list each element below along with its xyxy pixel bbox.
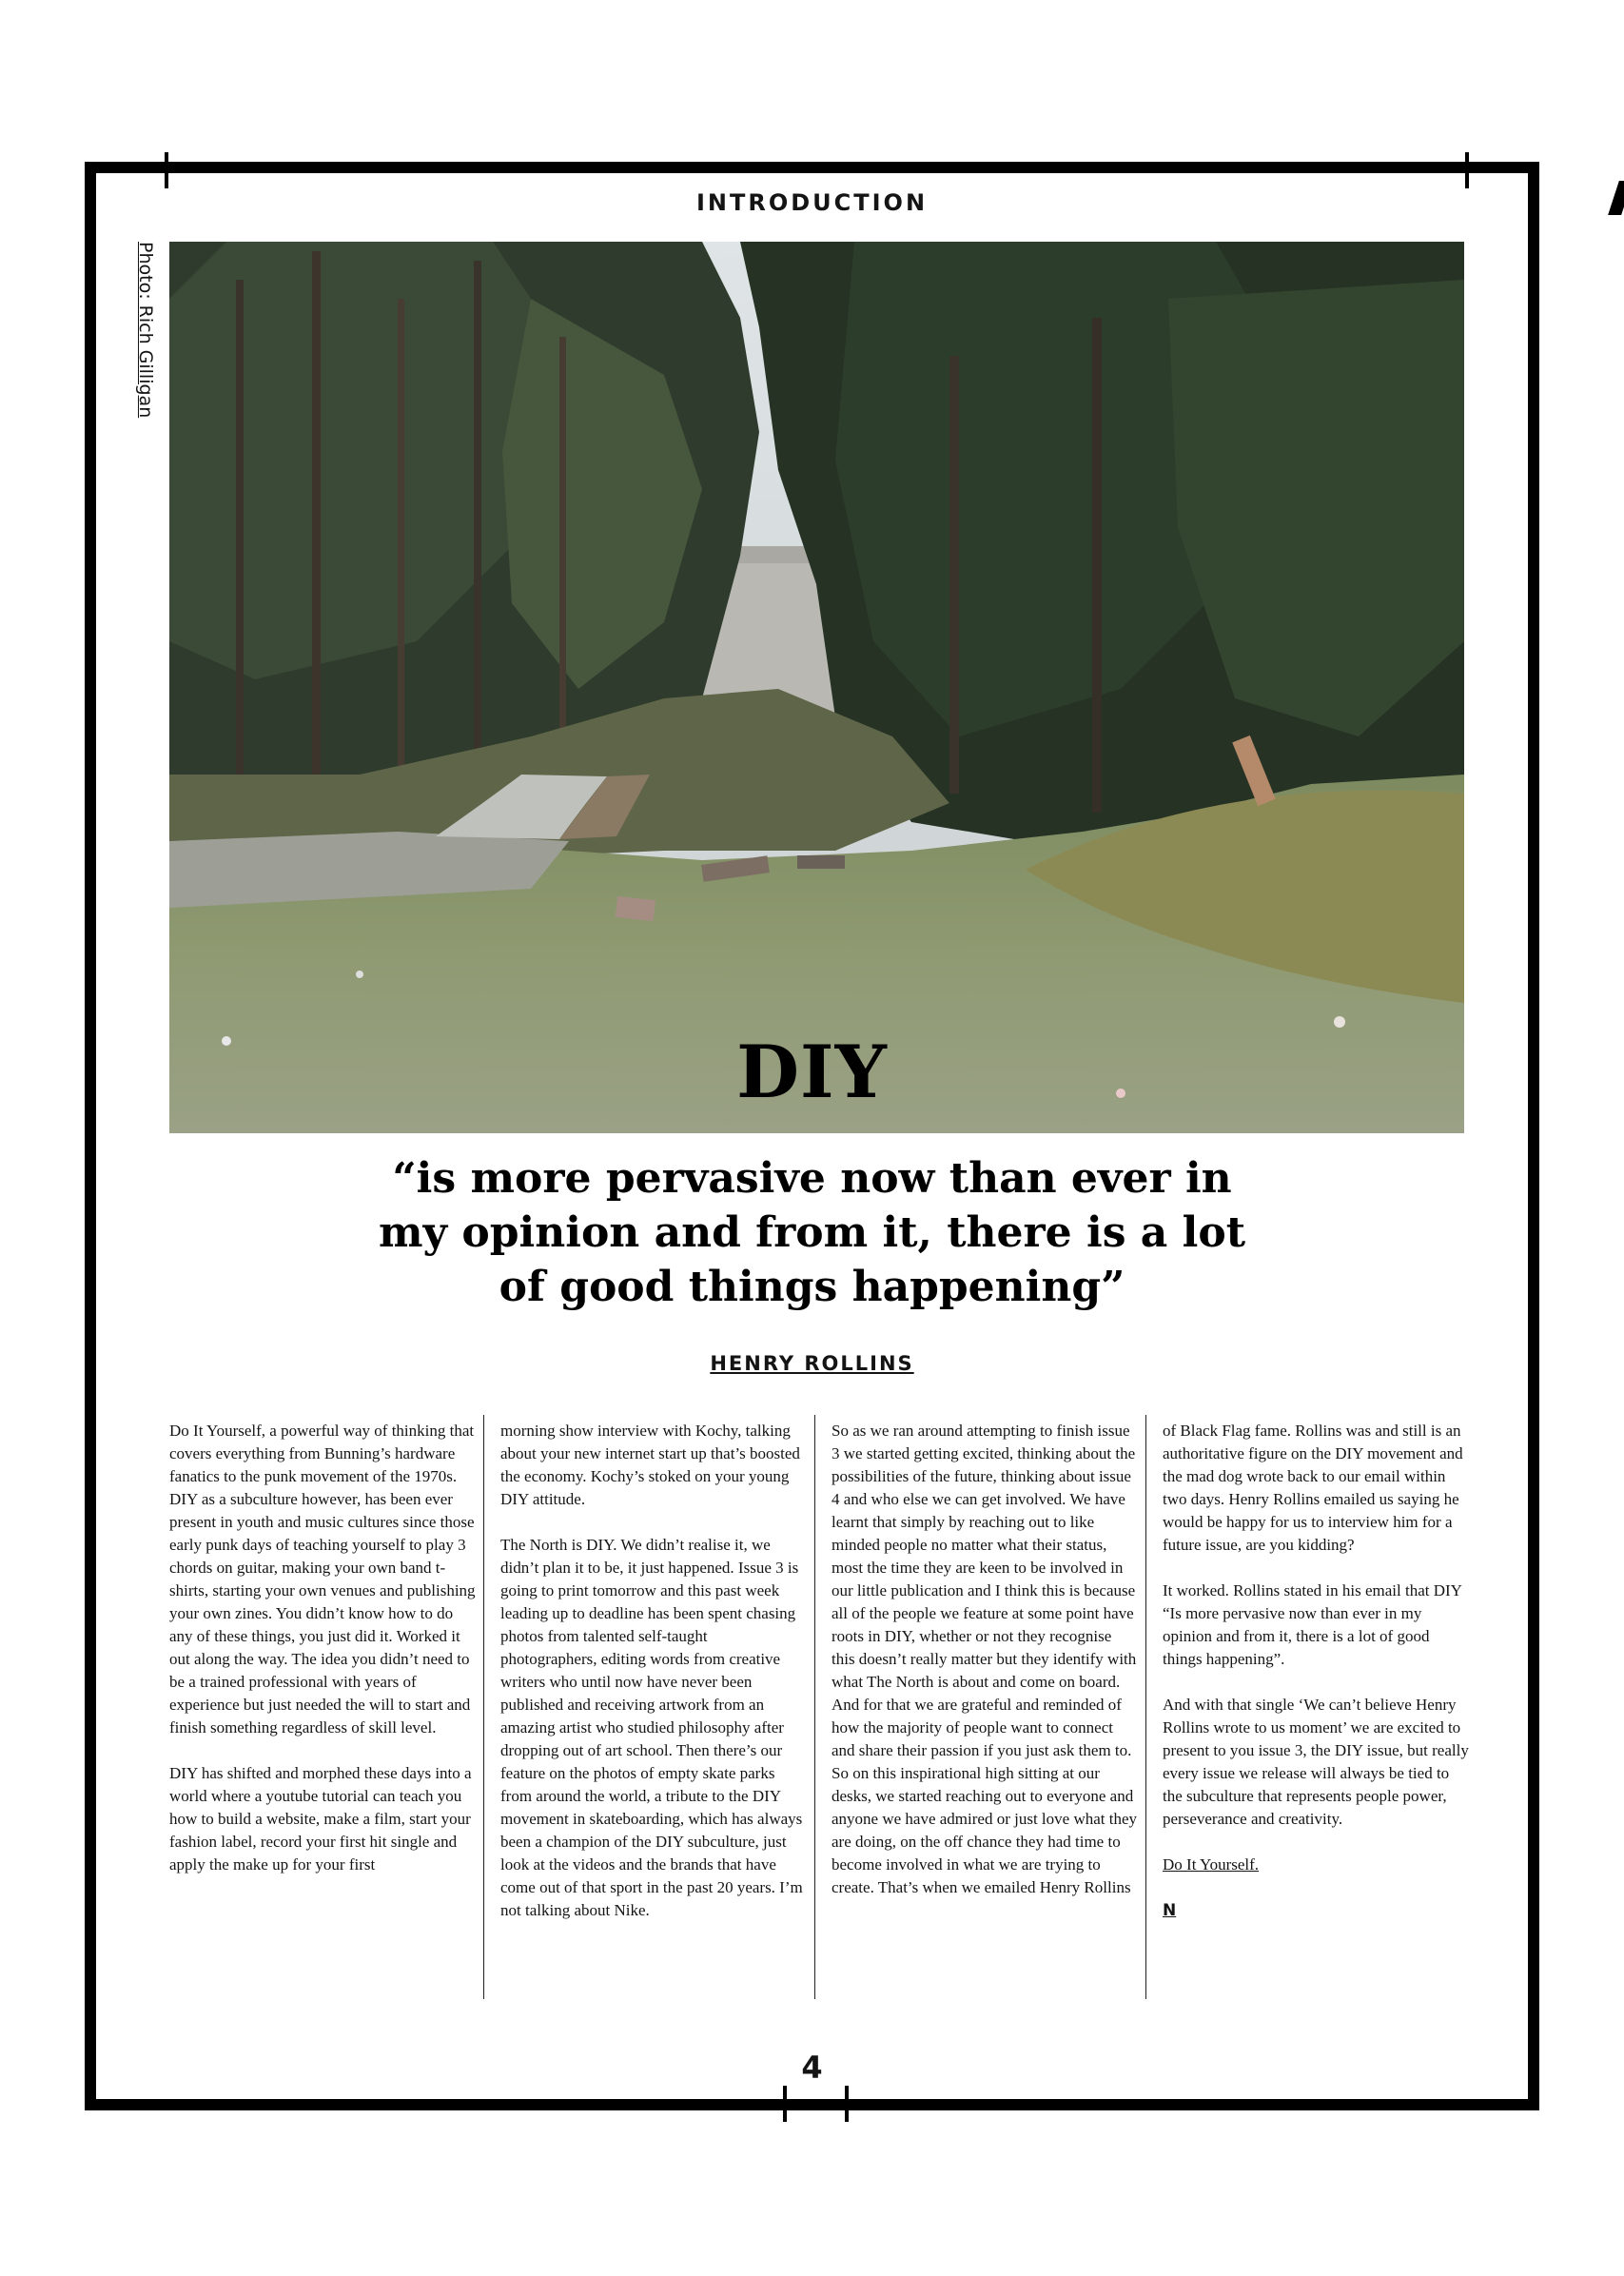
column-divider bbox=[483, 1415, 484, 1999]
paragraph: morning show interview with Kochy, talking about your new internet start up that’s boosted the economy. Kochy’s stoked on your young DIY attitude. bbox=[500, 1422, 800, 1508]
paragraph: And with that single ‘We can’t believe Henry Rollins wrote to us moment’ we are excited to present to you issue 3, the DIY issue, but really every issue we release will always be tied to the subculture that represents people power, perseverance and creativity. bbox=[1163, 1696, 1469, 1828]
column-divider bbox=[814, 1415, 815, 1999]
photo-credit-text: Photo: Rich Gilligan bbox=[135, 242, 156, 419]
page-number: 4 bbox=[801, 2050, 823, 2086]
paragraph: of Black Flag fame. Rollins was and still is an authoritative figure on the DIY movement and the mad dog wrote back to our email within two days. Henry Rollins emailed us saying he would be happy for us to interview him for a future issue, are you kidding? bbox=[1163, 1422, 1463, 1554]
crop-mark bbox=[783, 2086, 787, 2122]
paragraph: The North is DIY. We didn’t realise it, we didn’t plan it to be, it just happened. Issue 3 is going to print tomorrow and this past week leading up to deadline has been spent chasing photos from talented self-taught photographers, editing words from creative writers who until now have never been published and receiving artwork from an amazing artist who studied philosophy after dropping out of art school. Then there’s our feature on the photos of empty skate parks from around the world, a tribute to the DIY movement in skateboarding, which has always been a champion of the DIY subculture, just look at the videos and the brands that have come out of that sport in the past 20 years. I’m not talking about Nike. bbox=[500, 1536, 803, 1919]
quote-attribution: HENRY ROLLINS bbox=[710, 1352, 914, 1375]
column-divider bbox=[1145, 1415, 1146, 1999]
headline-word: DIY bbox=[736, 1030, 888, 1114]
crop-mark bbox=[845, 2086, 849, 2122]
photo-credit bbox=[135, 242, 162, 451]
article-column-4 bbox=[1163, 1420, 1469, 1945]
crop-mark bbox=[1465, 152, 1469, 188]
section-title: INTRODUCTION bbox=[695, 189, 929, 216]
paragraph: DIY has shifted and morphed these days into a world where a youtube tutorial can teach you how to build a website, make a film, start your fashion label, record your first hit single and apply the make up for your first bbox=[169, 1764, 472, 1874]
end-mark-logo: N bbox=[1163, 1901, 1177, 1920]
signoff: Do It Yourself. bbox=[1163, 1855, 1260, 1874]
article-column-3 bbox=[832, 1420, 1138, 1922]
paragraph: It worked. Rollins stated in his email that DIY “Is more pervasive now than ever in my opinion and from it, there is a lot of good things happening”. bbox=[1163, 1581, 1462, 1668]
hero-photo bbox=[169, 242, 1464, 1133]
article-column-2 bbox=[500, 1420, 807, 1945]
crop-mark bbox=[165, 152, 168, 188]
article-column-1 bbox=[169, 1420, 476, 1899]
hero-photo-illustration bbox=[169, 242, 1464, 1133]
paragraph: So as we ran around attempting to finish issue 3 we started getting excited, thinking about the possibilities of the future, thinking about issue 4 and who else we can get involved. We have learnt that simply by reaching out to like minded people no matter what their status, most the time they are keen to be involved in our little publication and I think this is because all of the people we feature at some point have roots in DIY, whether or not they recognise this doesn’t really matter but they identify with what The North is about and come on board. And for that we are grateful and reminded of how the majority of people want to connect and share their passion if you just ask them to. So on this inspirational high sitting at our desks, we started reaching out to everyone and anyone we have admired or just love what they are doing, on the off chance they had time to become involved in what we are trying to create. That’s when we emailed Henry Rollins bbox=[832, 1422, 1138, 1896]
paragraph: Do It Yourself, a powerful way of thinking that covers everything from Bunning’s hardware fanatics to the punk movement of the 1970s. DIY as a subculture however, has been ever present in youth and music cultures since those early punk days of teaching yourself to play 3 chords on guitar, making your own band t-shirts, starting your own venues and publishing your own zines. You didn’t know how to do any of these things, you just did it. Worked it out along the way. The idea you didn’t need to be a trained professional with years of experience but just needed the will to start and finish something regardless of skill level. bbox=[169, 1422, 476, 1736]
pull-quote: “is more pervasive now than ever in my opinion and from it, there is a lot of good things happening” bbox=[378, 1154, 1246, 1311]
